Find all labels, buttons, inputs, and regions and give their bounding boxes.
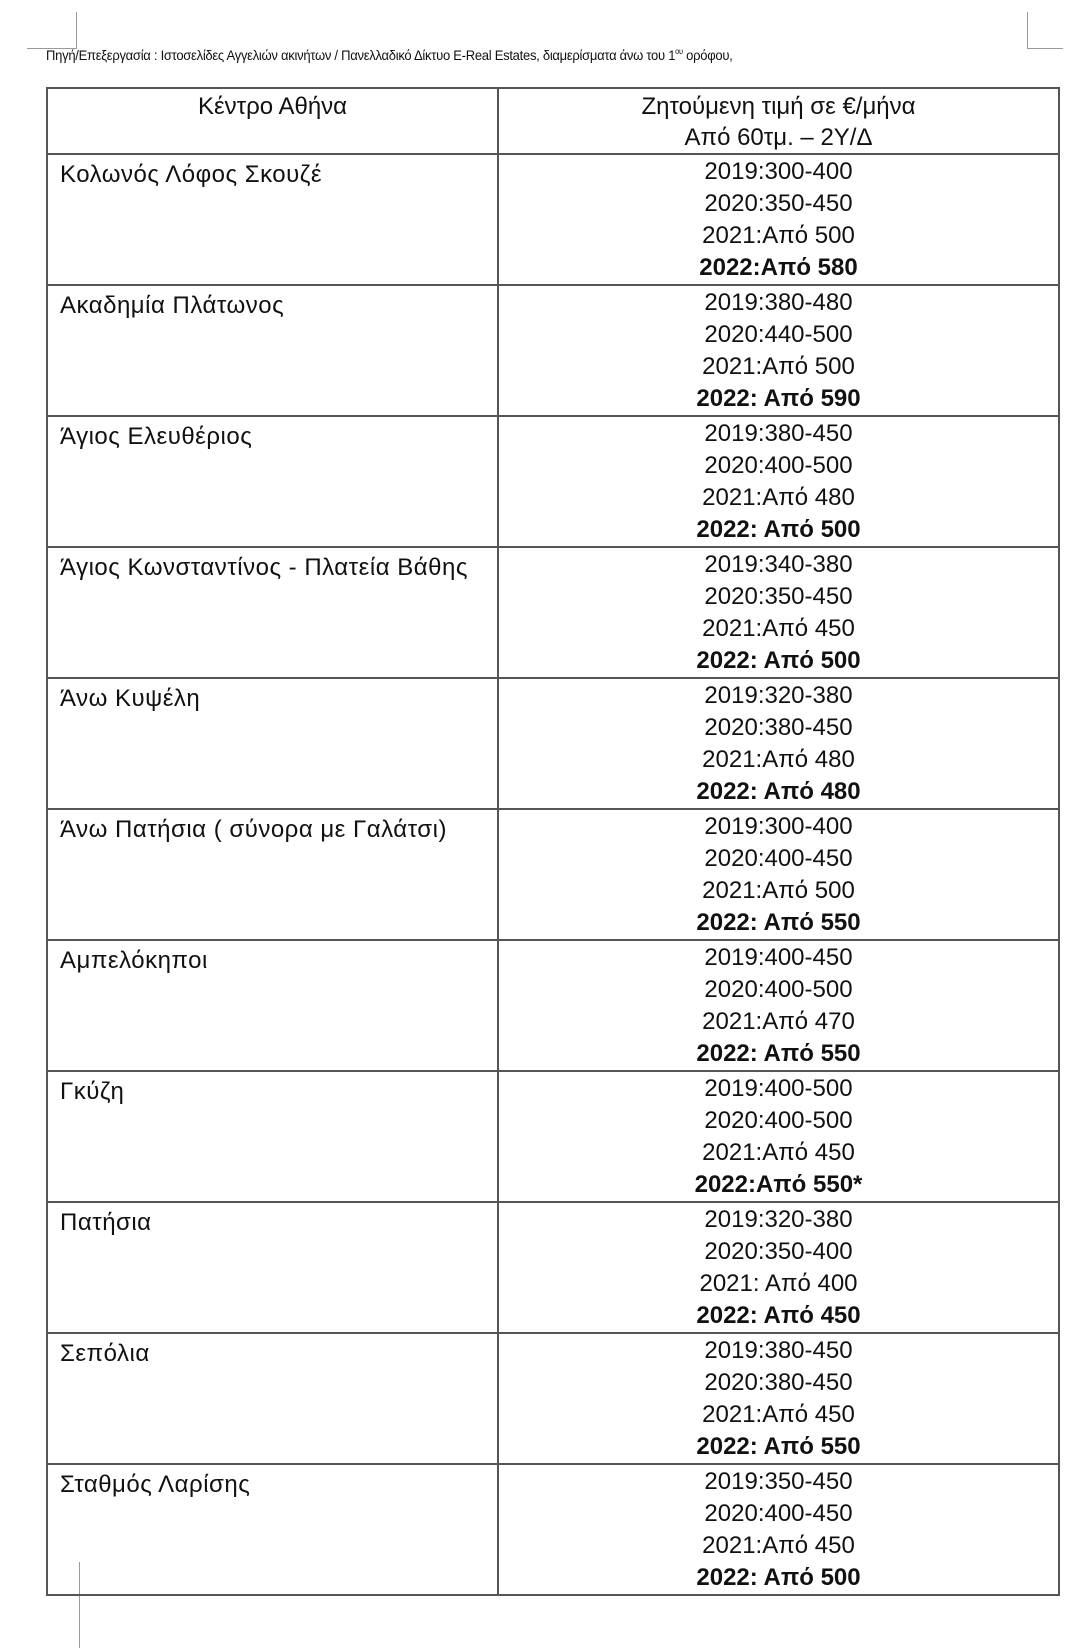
price-2021: 2021: Από 400 — [699, 1270, 858, 1297]
table-row — [47, 1464, 1059, 1595]
area-name-cell: Άνω Κυψέλη — [47, 678, 498, 809]
price-cell — [498, 1464, 1059, 1595]
price-cell — [498, 1071, 1059, 1202]
header-price-line2: Από 60τμ. – 2Υ/Δ — [684, 124, 873, 151]
table-row — [47, 809, 1059, 940]
price-2021: 2021:Από 500 — [702, 222, 855, 249]
header-area: Κέντρο Αθήνα — [47, 88, 498, 154]
header-price-line1: Ζητούμενη τιμή σε €/μήνα — [641, 93, 916, 120]
price-2022: 2022: Από 450 — [696, 1302, 861, 1329]
price-2021: 2021:Από 480 — [702, 746, 855, 773]
price-2019: 2019:300-400 — [704, 158, 853, 185]
price-2021: 2021:Από 470 — [702, 1008, 855, 1035]
price-2021: 2021:Από 480 — [702, 484, 855, 511]
price-2022: 2022: Από 500 — [696, 516, 861, 543]
price-2020: 2020:400-500 — [704, 452, 853, 479]
price-cell — [498, 809, 1059, 940]
price-2020: 2020:400-500 — [704, 1107, 853, 1134]
price-2020: 2020:440-500 — [704, 321, 853, 348]
table-row — [47, 547, 1059, 678]
price-2022: 2022:Από 550* — [694, 1171, 863, 1198]
source-superscript: ου — [675, 47, 683, 56]
price-2020: 2020:380-450 — [704, 1369, 853, 1396]
source-text: Πηγή/Επεξεργασία : Ιστοσελίδες Αγγελιών ακινήτων / Πανελλαδικό Δίκτυο E-Real Estates, διαμερίσματα άνω του 1 — [46, 47, 676, 63]
page-corner-mark-top-right — [1027, 12, 1063, 49]
price-2019: 2019:340-380 — [704, 551, 853, 578]
table-body — [47, 154, 1059, 1595]
table-row — [47, 940, 1059, 1071]
price-2022: 2022: Από 550 — [696, 1433, 861, 1460]
rent-prices-table — [46, 87, 1060, 1596]
area-name-cell: Κολωνός Λόφος Σκουζέ — [47, 154, 498, 285]
area-name-cell: Άγιος Κωνσταντίνος - Πλατεία Βάθης — [47, 547, 498, 678]
table-row — [47, 1333, 1059, 1464]
table-row — [47, 416, 1059, 547]
page-corner-mark-top-left — [27, 12, 77, 49]
price-cell — [498, 940, 1059, 1071]
price-2020: 2020:380-450 — [704, 714, 853, 741]
price-2022: 2022: Από 480 — [696, 778, 861, 805]
area-name-cell: Ακαδημία Πλάτωνος — [47, 285, 498, 416]
header-price — [498, 88, 1059, 154]
price-2021: 2021:Από 500 — [702, 353, 855, 380]
price-2022: 2022: Από 500 — [696, 647, 861, 674]
table-row — [47, 1202, 1059, 1333]
price-cell — [498, 154, 1059, 285]
price-cell — [498, 547, 1059, 678]
source-suffix: ορόφου, — [682, 47, 733, 63]
price-2022: 2022: Από 590 — [696, 385, 861, 412]
area-name-cell: Άνω Πατήσια ( σύνορα με Γαλάτσι) — [47, 809, 498, 940]
area-name-cell: Αμπελόκηποι — [47, 940, 498, 1071]
price-cell — [498, 1333, 1059, 1464]
price-2019: 2019:380-480 — [704, 289, 853, 316]
price-cell — [498, 285, 1059, 416]
price-2019: 2019:350-450 — [704, 1468, 853, 1495]
price-2020: 2020:350-450 — [704, 190, 853, 217]
price-cell — [498, 416, 1059, 547]
price-2022: 2022: Από 500 — [696, 1564, 861, 1591]
area-name-cell: Πατήσια — [47, 1202, 498, 1333]
price-2019: 2019:380-450 — [704, 420, 853, 447]
price-2020: 2020:400-450 — [704, 845, 853, 872]
table-row — [47, 1071, 1059, 1202]
price-2019: 2019:300-400 — [704, 813, 853, 840]
price-2022: 2022: Από 550 — [696, 909, 861, 936]
price-cell — [498, 1202, 1059, 1333]
table-row — [47, 285, 1059, 416]
area-name-cell: Σεπόλια — [47, 1333, 498, 1464]
price-2020: 2020:400-500 — [704, 976, 853, 1003]
price-2019: 2019:320-380 — [704, 682, 853, 709]
price-2019: 2019:320-380 — [704, 1206, 853, 1233]
table-row — [47, 154, 1059, 285]
price-2020: 2020:350-450 — [704, 583, 853, 610]
price-2021: 2021:Από 500 — [702, 877, 855, 904]
price-2019: 2019:400-500 — [704, 1075, 853, 1102]
price-2020: 2020:400-450 — [704, 1500, 853, 1527]
table-header-row — [47, 88, 1059, 154]
price-2021: 2021:Από 450 — [702, 1139, 855, 1166]
price-2021: 2021:Από 450 — [702, 1532, 855, 1559]
price-2022: 2022: Από 550 — [696, 1040, 861, 1067]
source-note — [46, 47, 733, 63]
area-name-cell: Σταθμός Λαρίσης — [47, 1464, 498, 1595]
price-2022: 2022:Από 580 — [699, 254, 858, 281]
price-2020: 2020:350-400 — [704, 1238, 853, 1265]
price-2021: 2021:Από 450 — [702, 615, 855, 642]
price-cell — [498, 678, 1059, 809]
price-2019: 2019:400-450 — [704, 944, 853, 971]
price-2021: 2021:Από 450 — [702, 1401, 855, 1428]
table-row — [47, 678, 1059, 809]
area-name-cell: Γκύζη — [47, 1071, 498, 1202]
price-2019: 2019:380-450 — [704, 1337, 853, 1364]
area-name-cell: Άγιος Ελευθέριος — [47, 416, 498, 547]
